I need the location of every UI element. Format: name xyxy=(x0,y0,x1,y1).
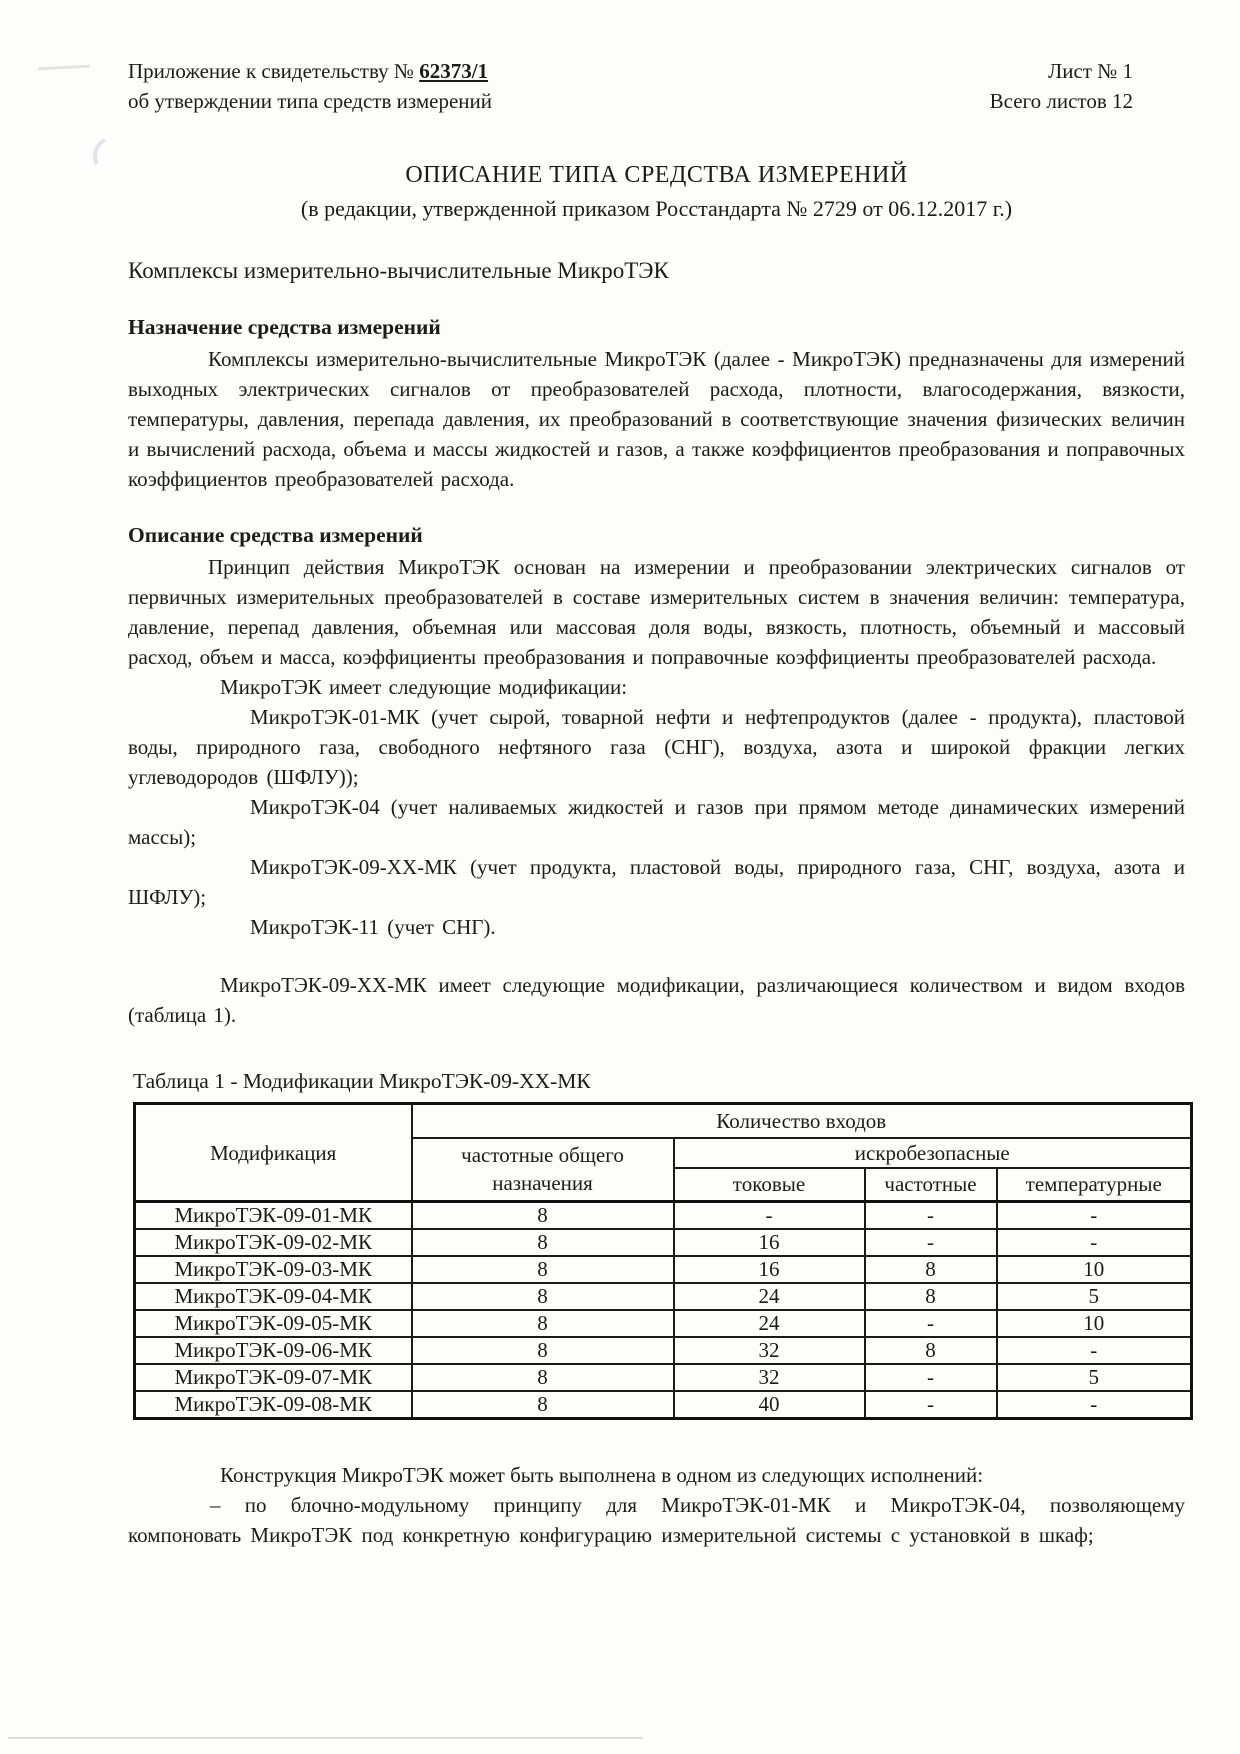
principle-paragraph: Принцип действия МикроТЭК основан на измерении и преобразовании электрических сигналов от первичных измерительных преобразователей в составе измерительных систем в значения величин: температура, давление, перепад давления, объемная или массовая доля воды, вязкость, плотность, объемный и массовый расход, объем и масса, коэффициенты преобразования и поправочные коэффициенты преобразователей расхода. xyxy=(128,555,1185,669)
cell-modification: МикроТЭК-09-03-МК xyxy=(135,1256,412,1283)
cell-temperature: - xyxy=(997,1337,1192,1364)
sheet-number: Лист № 1 xyxy=(1047,59,1133,83)
modifications-intro: МикроТЭК имеет следующие модификации: xyxy=(220,675,628,699)
cell-frequency: - xyxy=(865,1310,997,1337)
col-header-modification: Модификация xyxy=(135,1104,412,1202)
document-subtitle: (в редакции, утвержденной приказом Росстандарта № 2729 от 06.12.2017 г.) xyxy=(300,196,1013,221)
cell-freq-general: 8 xyxy=(412,1391,674,1419)
construction-intro: Конструкция МикроТЭК может быть выполнена в одном из следующих исполнений: xyxy=(220,1463,984,1487)
cell-frequency: - xyxy=(865,1391,997,1419)
col-header-temperature: температурные xyxy=(997,1168,1192,1202)
cell-temperature: 5 xyxy=(997,1283,1192,1310)
table-row xyxy=(135,1256,1192,1283)
cell-temperature: - xyxy=(997,1202,1192,1230)
cell-current: 40 xyxy=(674,1391,865,1419)
cell-freq-general: 8 xyxy=(412,1310,674,1337)
appendix-prefix: Приложение к свидетельству № xyxy=(128,59,420,83)
cell-frequency: - xyxy=(865,1364,997,1391)
construction-item-block-modular: – по блочно-модульному принципу для МикроТЭК-01-МК и МикроТЭК-04, позволяющему компоновать МикроТЭК под конкретную конфигурацию измерительной системы с установкой в шкаф; xyxy=(128,1493,1185,1547)
cell-frequency: 8 xyxy=(865,1256,997,1283)
cell-freq-general: 8 xyxy=(412,1229,674,1256)
cell-frequency: - xyxy=(865,1229,997,1256)
cell-modification: МикроТЭК-09-01-МК xyxy=(135,1202,412,1230)
table-row xyxy=(135,1391,1192,1419)
modification-item-04: МикроТЭК-04 (учет наливаемых жидкостей и газов при прямом методе динамических измерений массы); xyxy=(128,795,1185,849)
scan-bottom-line-artifact xyxy=(8,1737,643,1739)
col-header-frequency: частотные xyxy=(865,1168,997,1202)
cell-frequency: 8 xyxy=(865,1283,997,1310)
appendix-line-1 xyxy=(128,56,492,86)
cell-freq-general: 8 xyxy=(412,1202,674,1230)
cell-frequency: - xyxy=(865,1202,997,1230)
table-row xyxy=(135,1283,1192,1310)
section-heading-purpose: Назначение средства измерений xyxy=(128,315,441,339)
modification-item-11: МикроТЭК-11 (учет СНГ). xyxy=(250,915,496,939)
cell-temperature: - xyxy=(997,1229,1192,1256)
section-heading-description: Описание средства измерений xyxy=(128,523,423,547)
col-header-freq-general: частотные общего назначения xyxy=(412,1138,674,1202)
appendix-block xyxy=(128,56,492,116)
cell-current: 16 xyxy=(674,1229,865,1256)
total-sheets: Всего листов 12 xyxy=(989,89,1133,113)
cell-frequency: 8 xyxy=(865,1337,997,1364)
table-caption: Таблица 1 - Модификации МикроТЭК-09-ХХ-МК xyxy=(133,1069,591,1093)
cell-current: - xyxy=(674,1202,865,1230)
cell-temperature: - xyxy=(997,1391,1192,1419)
cell-temperature: 5 xyxy=(997,1364,1192,1391)
cell-current: 32 xyxy=(674,1364,865,1391)
cell-temperature: 10 xyxy=(997,1310,1192,1337)
purpose-paragraph: Комплексы измерительно-вычислительные МикроТЭК (далее - МикроТЭК) предназначены для измерений выходных электрических сигналов от преобразователей расхода, плотности, влагосодержания, вязкости, температуры, давления, перепада давления, их преобразований в соответствующие значения физических величин и вычислений расхода, объема и массы жидкостей и газов, а также коэффициентов преобразования и поправочных коэффициентов преобразователей расхода. xyxy=(128,347,1185,491)
appendix-line-2: об утверждении типа средств измерений xyxy=(128,89,493,113)
cell-modification: МикроТЭК-09-08-МК xyxy=(135,1391,412,1419)
cell-current: 32 xyxy=(674,1337,865,1364)
table-row xyxy=(135,1364,1192,1391)
table-row xyxy=(135,1337,1192,1364)
cell-freq-general: 8 xyxy=(412,1364,674,1391)
cell-modification: МикроТЭК-09-07-МК xyxy=(135,1364,412,1391)
cell-current: 24 xyxy=(674,1310,865,1337)
modification-item-09-xx-mk: МикроТЭК-09-ХХ-МК (учет продукта, пластовой воды, природного газа, СНГ, воздуха, азота и ШФЛУ); xyxy=(128,855,1185,909)
cell-freq-general: 8 xyxy=(412,1283,674,1310)
table-row xyxy=(135,1229,1192,1256)
table-row xyxy=(135,1202,1192,1230)
document-content xyxy=(128,56,1185,1550)
cell-freq-general: 8 xyxy=(412,1337,674,1364)
certificate-number: 62373/1 xyxy=(419,59,489,83)
modifications-table xyxy=(133,1102,1193,1420)
col-header-intrinsically-safe: искробезопасные xyxy=(674,1138,1192,1168)
modification-item-01-mk: МикроТЭК-01-МК (учет сырой, товарной нефти и нефтепродуктов (далее - продукта), пластовой воды, природного газа, свободного нефтяного газа (СНГ), воздуха, азота и широкой фракции легких углеводородов (ШФЛУ)); xyxy=(128,705,1185,789)
sheet-info-block xyxy=(990,56,1185,116)
modifications-note: МикроТЭК-09-ХХ-МК имеет следующие модификации, различающиеся количеством и видом входов (таблица 1). xyxy=(128,973,1185,1027)
document-title: ОПИСАНИЕ ТИПА СРЕДСТВА ИЗМЕРЕНИЙ xyxy=(405,162,908,188)
cell-temperature: 10 xyxy=(997,1256,1192,1283)
cell-current: 16 xyxy=(674,1256,865,1283)
cell-modification: МикроТЭК-09-05-МК xyxy=(135,1310,412,1337)
table-header-row-1 xyxy=(135,1104,1192,1138)
col-header-inputs-count: Количество входов xyxy=(412,1104,1192,1138)
cell-modification: МикроТЭК-09-02-МК xyxy=(135,1229,412,1256)
cell-freq-general: 8 xyxy=(412,1256,674,1283)
scan-smudge-artifact xyxy=(38,65,90,71)
col-header-current: токовые xyxy=(674,1168,865,1202)
product-title: Комплексы измерительно-вычислительные МикроТЭК xyxy=(128,258,669,283)
cell-modification: МикроТЭК-09-06-МК xyxy=(135,1337,412,1364)
cell-modification: МикроТЭК-09-04-МК xyxy=(135,1283,412,1310)
table-row xyxy=(135,1310,1192,1337)
document-header xyxy=(128,56,1185,116)
cell-current: 24 xyxy=(674,1283,865,1310)
